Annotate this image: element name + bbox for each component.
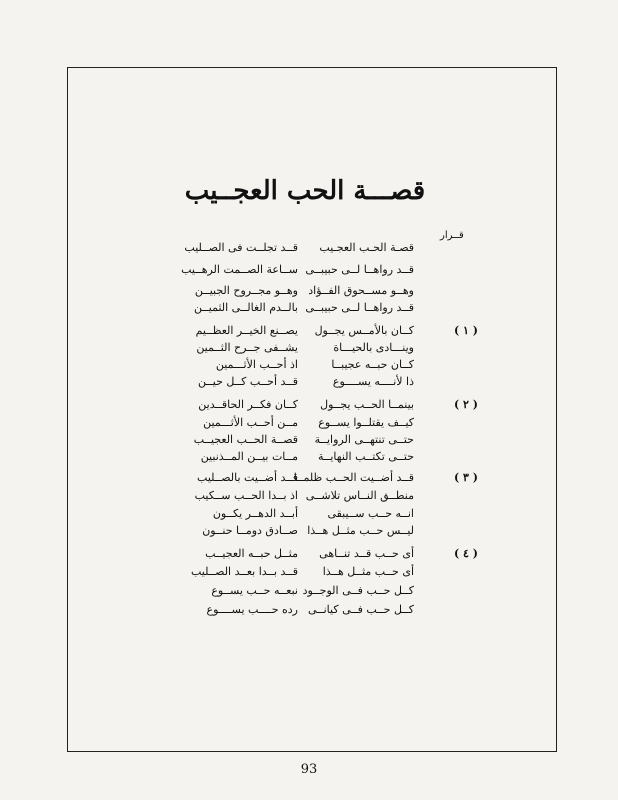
verse-line	[196, 374, 472, 390]
verse-second-half: يصــنع الخيــر العظــيم	[195, 324, 298, 337]
verse-first-half: بينمــا الحــب يجــول	[320, 398, 414, 411]
verse-second-half: اذ أحــب الأثـــمين	[215, 358, 298, 371]
verse-line	[195, 323, 478, 339]
verse-second-half: قصــة الحــب العجيــب	[193, 433, 298, 446]
verse-second-half: اذ بــدا الحــب ســكيب	[194, 489, 298, 502]
verse-first-half: قــد أضــيت الحــب ظلمــا	[293, 471, 414, 484]
verse-line	[196, 470, 478, 486]
stanza-number: ( ٣ )	[453, 471, 478, 484]
verse-second-half: يشــفى جــرح الثــمين	[196, 341, 298, 354]
verse-line	[196, 397, 478, 413]
verse-first-half: ذا لأنــــه يســــوع	[332, 375, 414, 388]
verse-line	[196, 602, 472, 618]
verse-first-half: أى حــب مثــل هــذا	[322, 565, 414, 578]
chorus-label: قــرار	[440, 230, 464, 241]
verse-line	[193, 300, 472, 316]
verse-line	[196, 523, 472, 539]
verse-first-half: كــان بالأمــس يجــول	[314, 324, 414, 337]
verse-line	[196, 449, 472, 465]
verse-second-half: مــن أحــب الأثـــمين	[203, 416, 298, 429]
verse-second-half: نبعــه حــب يســوع	[211, 584, 298, 597]
poem-title: قصـــة الحب العجــيب	[184, 176, 426, 206]
stanza-number: ( ١ )	[453, 324, 478, 337]
stanza-number: ( ٢ )	[453, 398, 478, 411]
verse-first-half: كــان حبــه عجيبــا	[331, 358, 414, 371]
verse-line	[184, 240, 472, 256]
verse-line	[196, 488, 472, 504]
verse-second-half: أبــد الدهــر يكــون	[212, 507, 298, 520]
verse-second-half: قــد أضــيت بالصــليب	[197, 471, 298, 484]
verse-second-half: قــد بــدا بعــد الصــليب	[190, 565, 298, 578]
verse-second-half: مثــل حبــه العجيــب	[205, 547, 298, 560]
verse-line	[196, 283, 472, 299]
verse-first-half: وهــو مســحوق الفــؤاد	[308, 284, 414, 297]
verse-first-half: وينـــادى بالحيـــاة	[333, 341, 414, 354]
verse-first-half: قــد رواهــا لــى حبيبــى	[305, 263, 414, 276]
verse-line	[196, 415, 472, 431]
verse-second-half: رده حــــب يســــوع	[206, 603, 298, 616]
verse-first-half: قصـة الحـب العجـيب	[319, 241, 414, 254]
verse-line	[196, 340, 472, 356]
verse-second-half: قــد أحــب كــل حيــن	[197, 375, 298, 388]
verse-first-half: أى حــب قــد تنــاهى	[319, 547, 414, 560]
stanza-number: ( ٤ )	[453, 547, 478, 560]
verse-line	[196, 506, 472, 522]
verse-second-half: ســاعة الصــمت الرهــيب	[181, 263, 298, 276]
verse-first-half: قــد رواهــا لــى حبيبــى	[305, 301, 414, 314]
verse-second-half: صــادق دومــا حنــون	[202, 524, 298, 537]
verse-first-half: منطــق النــاس تلاشــى	[305, 489, 414, 502]
verse-first-half: كــل حــب فــى الوجــود	[302, 584, 414, 597]
verse-line	[196, 546, 478, 562]
verse-second-half: كــان فكــر الحاقــدين	[198, 398, 298, 411]
verse-first-half: كــل حــب فــى كيانــى	[307, 603, 414, 616]
verse-first-half: ليــس حــب مثــل هــذا	[307, 524, 414, 537]
verse-line	[193, 432, 472, 448]
verse-first-half: كيــف يقتلــوا يســوع	[318, 416, 414, 429]
verse-second-half: بالــدم الغالــى الثميــن	[193, 301, 298, 314]
verse-line	[190, 564, 472, 580]
verse-line	[181, 262, 472, 278]
verse-first-half: انــه حــب ســيبقى	[327, 507, 414, 520]
verse-first-half: حتــى تكتــب النهايــة	[318, 450, 414, 463]
verse-second-half: وهــو مجــروح الجبيــن	[194, 284, 298, 297]
verse-line	[196, 583, 472, 599]
verse-first-half: حتــى تنتهــى الروايــة	[314, 433, 414, 446]
verse-line	[196, 357, 472, 373]
page-number: 93	[300, 762, 318, 777]
verse-second-half: مــات بيــن المــذنبين	[200, 450, 298, 463]
verse-second-half: قــد تجلــت فى الصــليب	[184, 241, 298, 254]
